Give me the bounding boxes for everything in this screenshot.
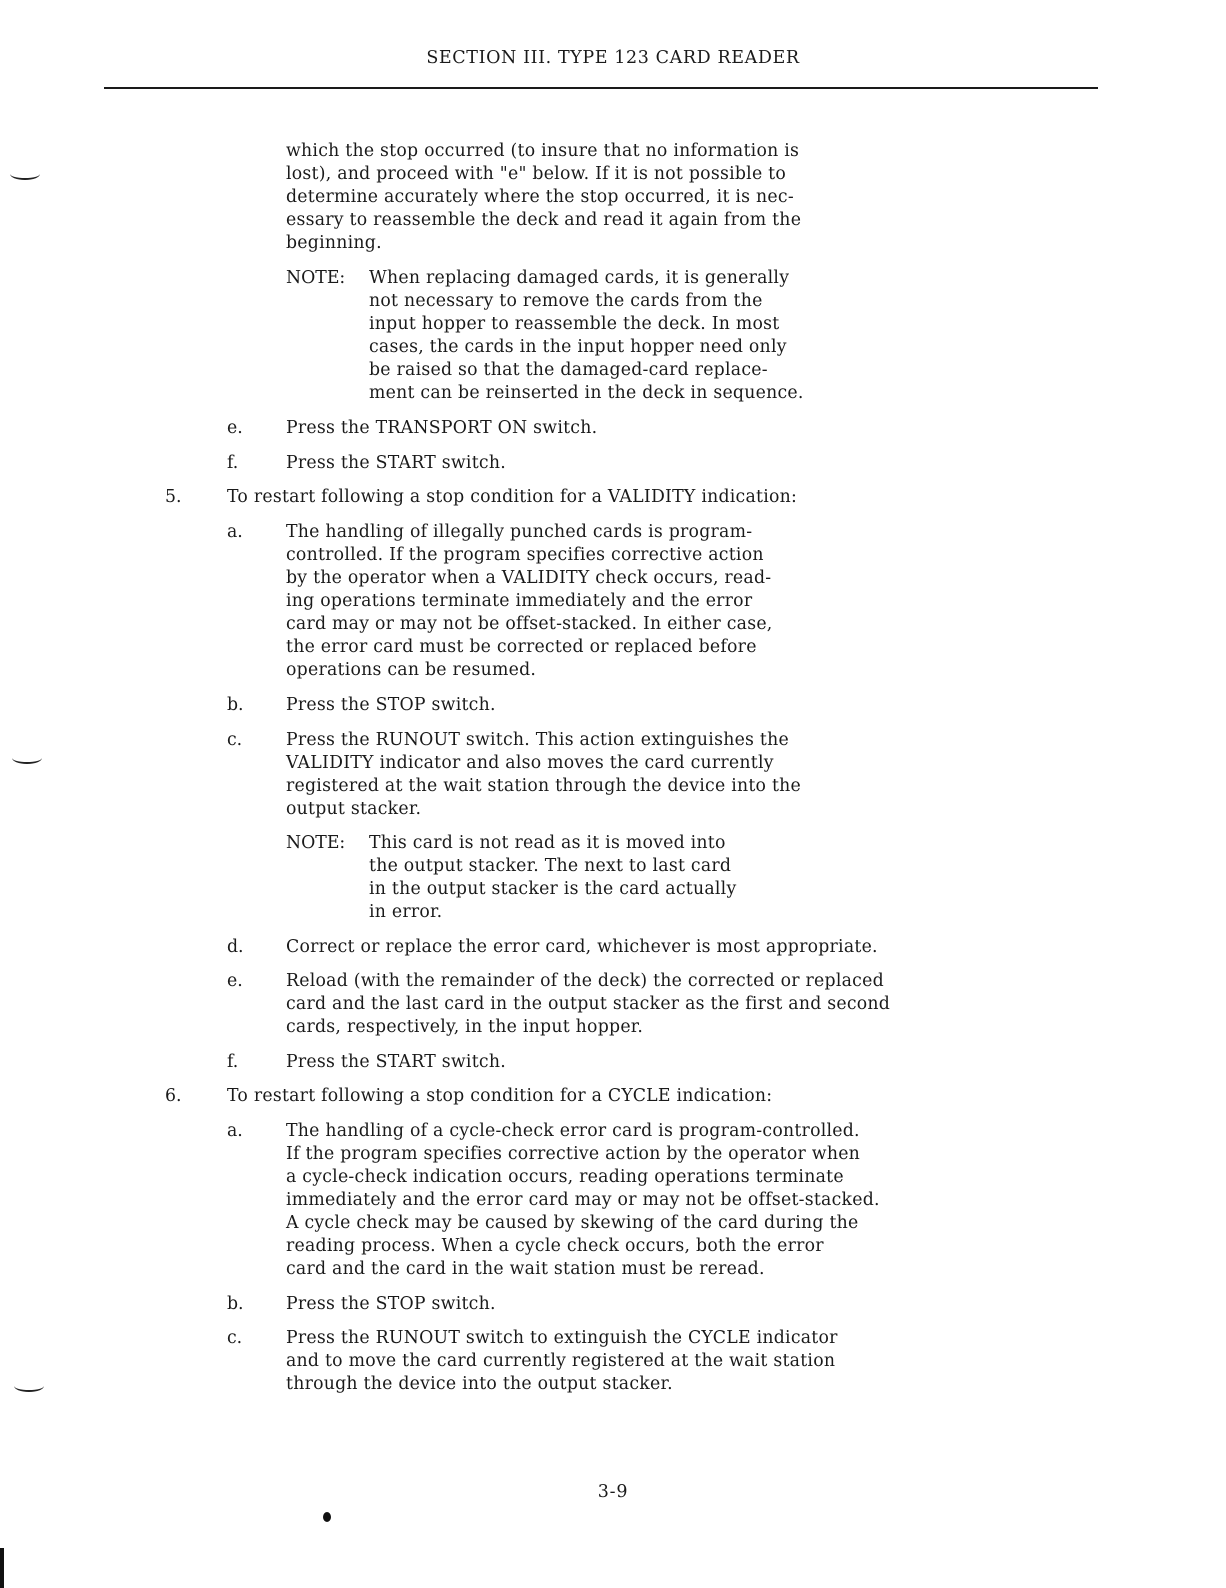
item-text: Press the START switch. — [286, 453, 506, 473]
note-label: NOTE: — [286, 833, 346, 853]
item-line: registered at the wait station through the device into the — [286, 776, 801, 796]
binder-hole-mark — [14, 1380, 44, 1392]
item-label: e. — [227, 418, 243, 438]
item-line: card and the last card in the output stacker as the first and second — [286, 994, 891, 1014]
item-line: The handling of illegally punched cards is program- — [286, 522, 753, 542]
binder-hole-mark — [10, 168, 40, 180]
item-line: VALIDITY indicator and also moves the card currently — [286, 753, 774, 773]
paragraph-line: which the stop occurred (to insure that no information is — [286, 141, 800, 161]
paragraph-line: beginning. — [286, 233, 382, 253]
item-line: through the device into the output stacker. — [286, 1374, 673, 1394]
item-label: a. — [227, 1121, 243, 1141]
item-label: b. — [227, 1294, 244, 1314]
step-heading: To restart following a stop condition for a CYCLE indication: — [227, 1086, 773, 1106]
ink-speck — [323, 1512, 331, 1522]
paragraph-line: essary to reassemble the deck and read it again from the — [286, 210, 802, 230]
note-line: This card is not read as it is moved into — [369, 833, 726, 853]
item-label: f. — [227, 453, 239, 473]
note-line: be raised so that the damaged-card replace- — [369, 360, 768, 380]
item-line: If the program specifies corrective action by the operator when — [286, 1144, 861, 1164]
note-line: in error. — [369, 902, 443, 922]
item-line: immediately and the error card may or may not be offset-stacked. — [286, 1190, 880, 1210]
note-line: cases, the cards in the input hopper need only — [369, 337, 787, 357]
item-line: The handling of a cycle-check error card is program-controlled. — [286, 1121, 860, 1141]
item-line: output stacker. — [286, 799, 422, 819]
note-line: not necessary to remove the cards from the — [369, 291, 763, 311]
item-label: f. — [227, 1052, 239, 1072]
item-label: e. — [227, 971, 243, 991]
step-number: 5. — [165, 487, 182, 507]
item-text: Press the START switch. — [286, 1052, 506, 1072]
note-line: in the output stacker is the card actually — [369, 879, 737, 899]
paragraph-line: determine accurately where the stop occurred, it is nec- — [286, 187, 794, 207]
item-line: the error card must be corrected or replaced before — [286, 637, 757, 657]
binder-hole-mark — [12, 752, 42, 764]
item-label: d. — [227, 937, 244, 957]
item-line: reading process. When a cycle check occurs, both the error — [286, 1236, 824, 1256]
item-line: card and the card in the wait station must be reread. — [286, 1259, 765, 1279]
note-line: ment can be reinserted in the deck in sequence. — [369, 383, 804, 403]
item-label: a. — [227, 522, 243, 542]
page-header: SECTION III. TYPE 123 CARD READER — [426, 48, 800, 68]
item-line: Press the RUNOUT switch. This action extinguishes the — [286, 730, 789, 750]
item-label: b. — [227, 695, 244, 715]
item-line: operations can be resumed. — [286, 660, 537, 680]
step-heading: To restart following a stop condition for a VALIDITY indication: — [227, 487, 798, 507]
item-line: A cycle check may be caused by skewing of the card during the — [286, 1213, 859, 1233]
item-line: card may or may not be offset-stacked. In either case, — [286, 614, 773, 634]
item-line: and to move the card currently registered at the wait station — [286, 1351, 836, 1371]
scan-edge-mark — [0, 1548, 4, 1588]
note-line: When replacing damaged cards, it is generally — [369, 268, 790, 288]
header-rule — [104, 87, 1098, 89]
item-label: c. — [227, 1328, 243, 1348]
page-number: 3-9 — [597, 1482, 629, 1502]
item-text: Correct or replace the error card, whichever is most appropriate. — [286, 937, 878, 957]
item-text: Press the TRANSPORT ON switch. — [286, 418, 598, 438]
note-line: input hopper to reassemble the deck. In most — [369, 314, 780, 334]
note-label: NOTE: — [286, 268, 346, 288]
item-line: cards, respectively, in the input hopper. — [286, 1017, 644, 1037]
item-line: by the operator when a VALIDITY check occurs, read- — [286, 568, 772, 588]
item-line: a cycle-check indication occurs, reading operations terminate — [286, 1167, 844, 1187]
item-text: Press the STOP switch. — [286, 695, 496, 715]
paragraph-line: lost), and proceed with "e" below. If it is not possible to — [286, 164, 787, 184]
note-line: the output stacker. The next to last card — [369, 856, 732, 876]
item-text: Press the STOP switch. — [286, 1294, 496, 1314]
item-line: ing operations terminate immediately and the error — [286, 591, 753, 611]
item-label: c. — [227, 730, 243, 750]
item-line: Press the RUNOUT switch to extinguish the CYCLE indicator — [286, 1328, 838, 1348]
item-line: Reload (with the remainder of the deck) the corrected or replaced — [286, 971, 884, 991]
item-line: controlled. If the program specifies corrective action — [286, 545, 764, 565]
step-number: 6. — [165, 1086, 182, 1106]
